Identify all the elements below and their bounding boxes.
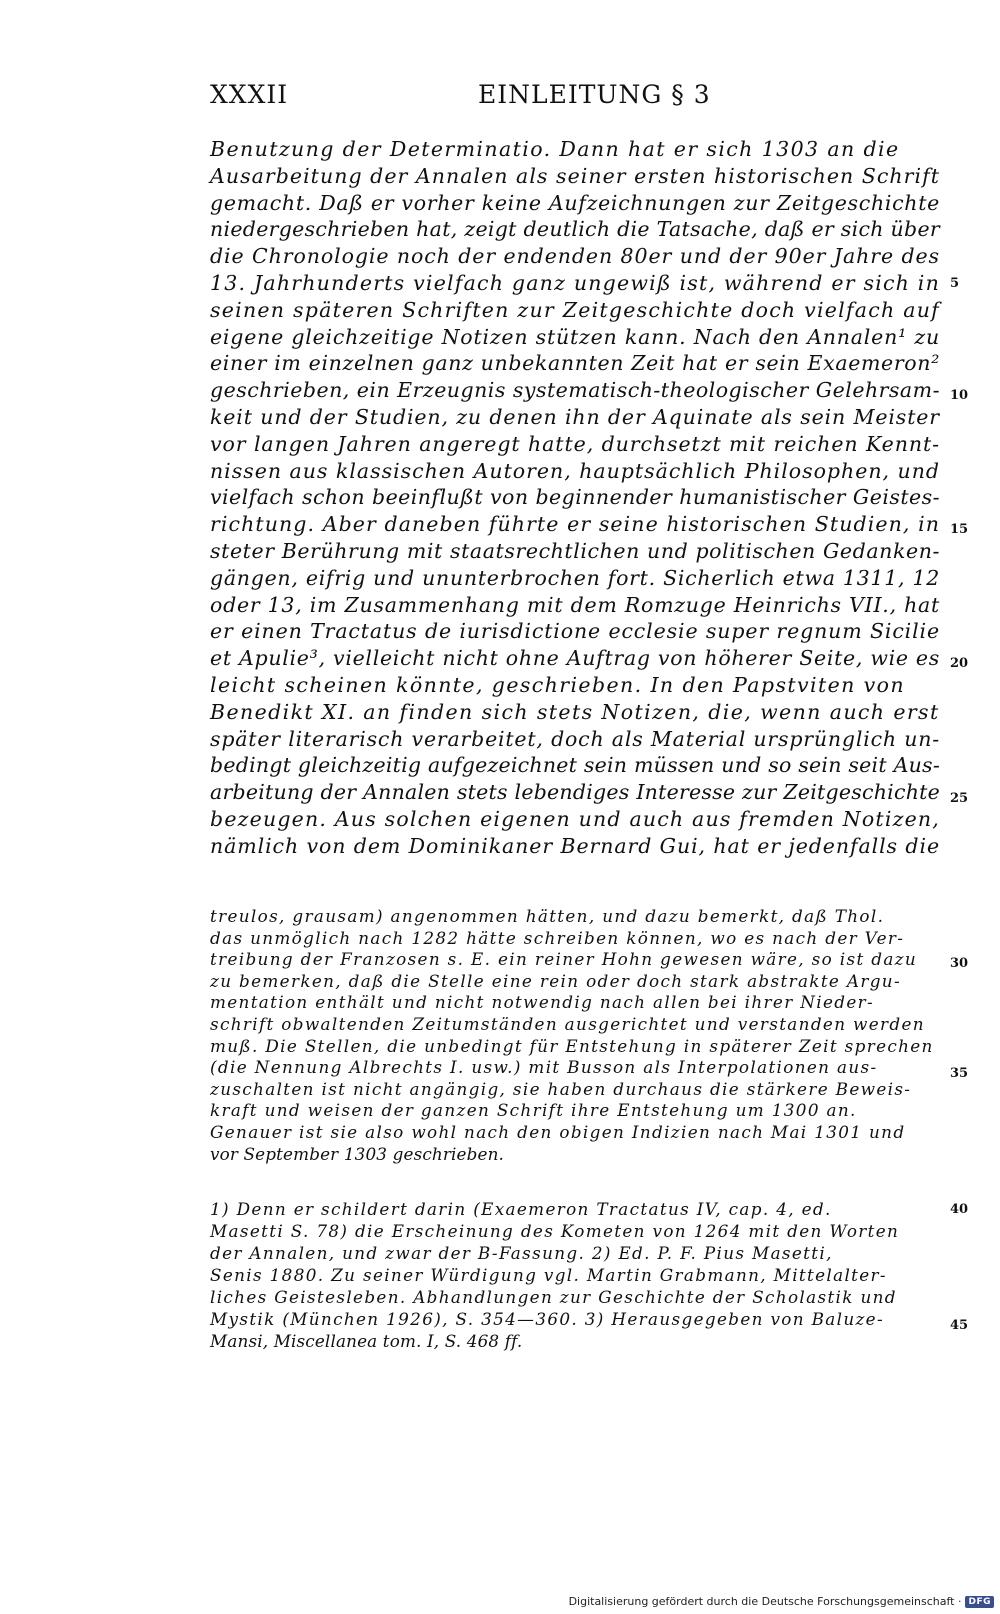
text-line: bezeugen. Aus solchen eigenen und auch aus fremden Notizen, [210, 807, 940, 831]
text-line: Genauer ist sie also wohl nach den obigen Indizien nach Mai 1301 und [210, 1122, 906, 1142]
margin-line-number: 40 [950, 1202, 969, 1217]
margin-line-number: 10 [950, 388, 969, 403]
margin-line-number: 20 [950, 656, 969, 671]
text-line: vielfach schon beeinflußt von beginnender humanistischer Geistes- [210, 485, 940, 510]
text-line: oder 13, im Zusammenhang mit dem Romzuge Heinrichs VII., hat [210, 592, 940, 617]
text-line: treibung der Franzosen s. E. ein reiner Hohn gewesen wäre, so ist dazu [210, 949, 918, 970]
text-line: Ausarbeitung der Annalen als seiner ersten historischen Schrift [210, 163, 940, 188]
page-number: XXXII [210, 80, 289, 109]
text-line: treulos, grausam) angenommen hätten, und dazu bemerkt, daß Thol. [210, 906, 885, 926]
text-line: zu bemerken, daß die Stelle eine rein oder doch stark abstrakte Argu- [210, 970, 901, 991]
text-line: einer im einzelnen ganz unbekannten Zeit hat er sein Exaemeron² [210, 351, 940, 376]
text-line: gängen, eifrig und ununterbrochen fort. Sicherlich etwa 1311, 12 [210, 565, 940, 590]
text-line: 13. Jahrhunderts vielfach ganz ungewiß ist, während er sich in [210, 271, 940, 295]
text-line: zuschalten ist nicht angängig, sie haben durchaus die stärkere Beweis- [210, 1078, 912, 1099]
text-line: Senis 1880. Zu seiner Würdigung vgl. Martin Grabmann, Mittelalter- [210, 1265, 887, 1285]
text-line: richtung. Aber daneben führte er seine historischen Studien, in [210, 512, 940, 537]
running-title: EINLEITUNG § 3 [478, 80, 711, 109]
text-line: kraft und weisen der ganzen Schrift ihre Entstehung um 1300 an. [210, 1100, 857, 1121]
text-line: er einen Tractatus de iurisdictione ecclesie super regnum Sicilie [210, 619, 940, 644]
margin-line-number: 45 [950, 1318, 969, 1333]
text-line: 1) Denn er schildert darin (Exaemeron Tractatus IV, cap. 4, ed. [210, 1199, 832, 1219]
credit-text: Digitalisierung gefördert durch die Deutsche Forschungsgemeinschaft · [568, 1595, 962, 1608]
text-line: der Annalen, und zwar der B-Fassung. 2) Ed. P. F. Pius Masetti, [210, 1243, 833, 1263]
text-line: mentation enthält und nicht notwendig nach allen bei ihrer Nieder- [210, 992, 875, 1013]
text-line: et Apulie³, vielleicht nicht ohne Auftrag von höherer Seite, wie es [210, 646, 940, 671]
margin-line-number: 5 [950, 276, 960, 291]
text-line: muß. Die Stellen, die unbedingt für Entstehung in späterer Zeit sprechen [210, 1035, 934, 1056]
text-line: das unmöglich nach 1282 hätte schreiben können, wo es nach der Ver- [210, 927, 905, 948]
text-line: arbeitung der Annalen stets lebendiges Interesse zur Zeitgeschichte [210, 780, 940, 805]
text-line: keit und der Studien, zu denen ihn der Aquinate als sein Meister [210, 405, 940, 429]
digitization-credit [569, 1595, 994, 1608]
margin-line-number: 25 [950, 791, 969, 806]
page-header [210, 80, 940, 114]
text-line: später literarisch verarbeitet, doch als Material ursprünglich un- [210, 726, 940, 751]
margin-line-number: 35 [950, 1066, 969, 1081]
text-line: steter Berührung mit staatsrechtlichen und politischen Gedanken- [210, 539, 940, 563]
text-line: (die Nennung Albrechts I. usw.) mit Busson als Interpolationen aus- [210, 1057, 878, 1078]
text-line: gemacht. Daß er vorher keine Aufzeichnungen zur Zeitgeschichte [210, 190, 940, 215]
text-line: nissen aus klassischen Autoren, hauptsächlich Philosophen, und [210, 458, 940, 483]
text-line: die Chronologie noch der endenden 80er und der 90er Jahre des [210, 244, 940, 269]
text-line: eigene gleichzeitige Notizen stützen kann. Nach den Annalen¹ zu [210, 324, 940, 349]
text-line: schrift obwaltenden Zeitumständen ausgerichtet und verstanden werden [210, 1014, 925, 1034]
text-line: bedingt gleichzeitig aufgezeichnet sein müssen und so sein seit Aus- [210, 753, 940, 778]
text-line: liches Geistesleben. Abhandlungen zur Geschichte der Scholastik und [210, 1287, 897, 1307]
text-line: geschrieben, ein Erzeugnis systematisch-theologischer Gelehrsam- [210, 378, 940, 403]
text-line: Masetti S. 78) die Erscheinung des Kometen von 1264 mit den Worten [210, 1221, 900, 1241]
text-line: vor September 1303 geschrieben. [210, 1143, 505, 1164]
text-line: Mystik (München 1926), S. 354—360. 3) Herausgegeben von Baluze- [210, 1309, 884, 1329]
margin-line-number: 30 [950, 956, 969, 971]
text-line: niedergeschrieben hat, zeigt deutlich die Tatsache, daß er sich über [210, 217, 940, 242]
text-line: Mansi, Miscellanea tom. I, S. 468 ff. [210, 1331, 523, 1351]
text-line: Benutzung der Determinatio. Dann hat er sich 1303 an die [210, 137, 900, 161]
dfg-logo-icon: DFG [965, 1596, 994, 1608]
text-line: vor langen Jahren angeregt hatte, durchsetzt mit reichen Kennt- [210, 431, 940, 456]
text-line: leicht scheinen könnte, geschrieben. In den Papstviten von [210, 673, 905, 697]
margin-line-number: 15 [950, 522, 969, 537]
text-line: Benedikt XI. an finden sich stets Notizen, die, wenn auch erst [210, 699, 940, 724]
text-line: nämlich von dem Dominikaner Bernard Gui, hat er jedenfalls die [210, 833, 940, 858]
text-line: seinen späteren Schriften zur Zeitgeschichte doch vielfach auf [210, 297, 940, 322]
